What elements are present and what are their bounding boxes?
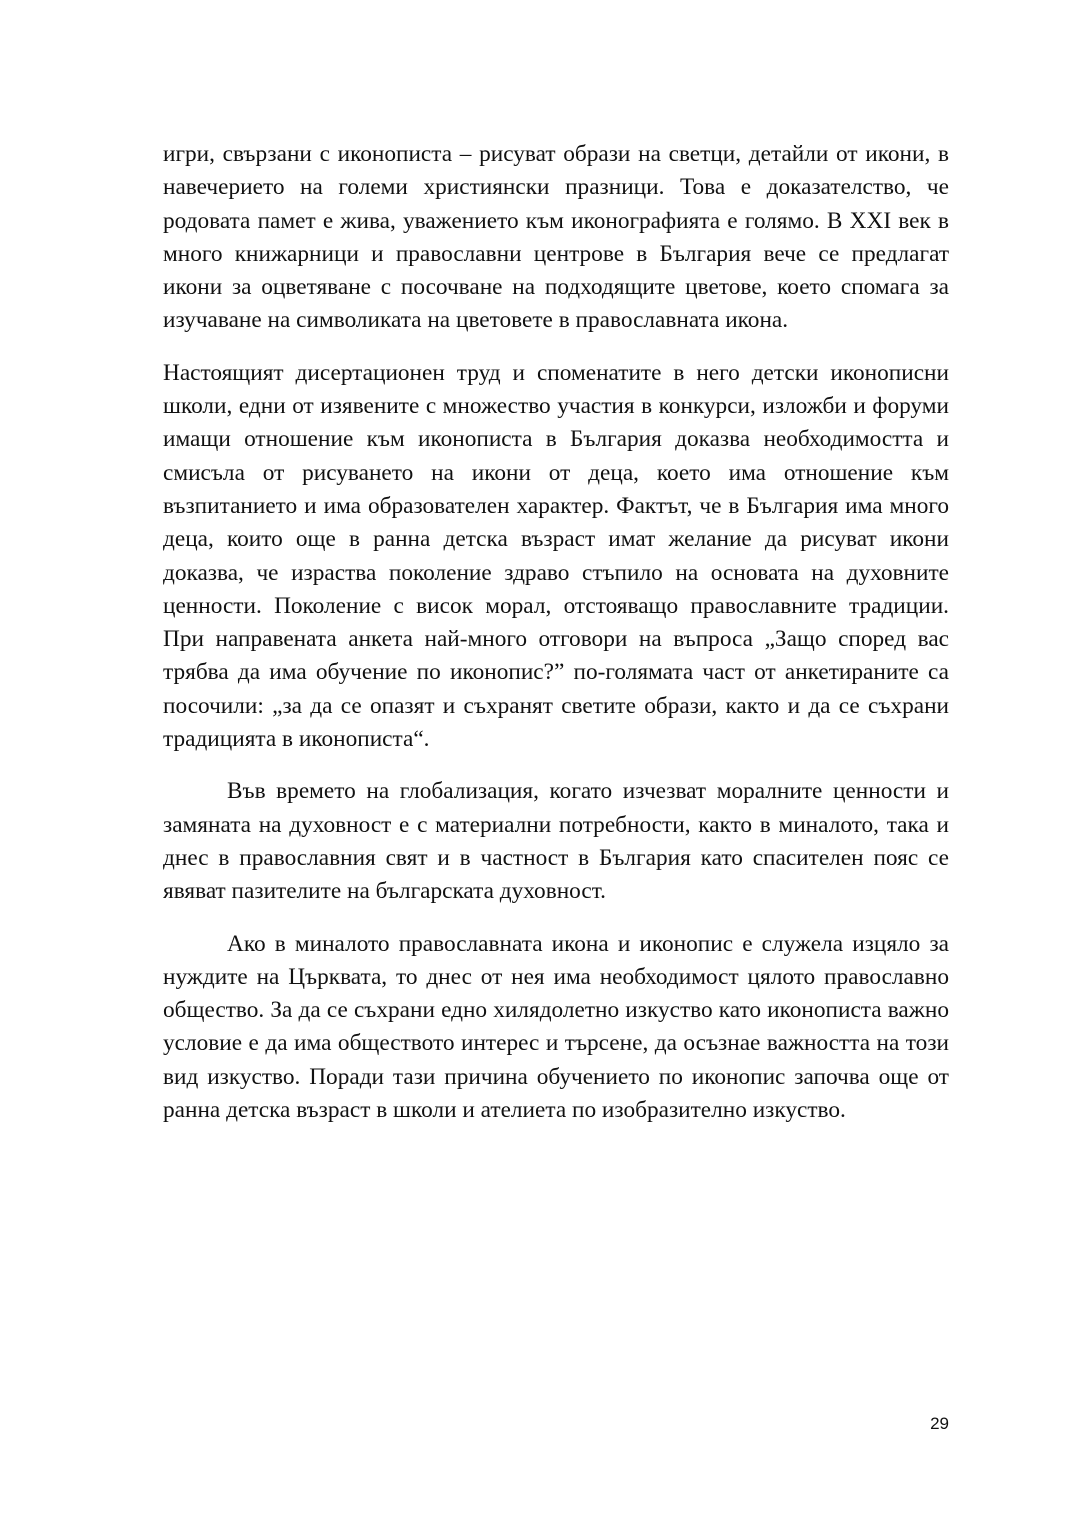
paragraph-4: Ако в миналото православната икона и иконопис е служела изцяло за нуждите на Църквата, то днес от нея има необходимост цялото православно общество. За да се съхрани едно хилядолетно изкуство като иконописта важно условие е да има обществото интерес и търсене, да осъзнае важността на този вид изкуство. Поради тази причина обучението по иконопис започва още от ранна детска възраст в школи и ателиета по изобразително изкуство. [163, 930, 949, 1124]
paragraph-2: Настоящият дисертационен труд и споменатите в него детски иконописни школи, едни от изявените с множество участия в конкурси, изложби и форуми имащи отношение към иконописта в България доказва необходимостта и смисъла от рисуването на икони от деца, което има отношение към възпитанието и има образователен характер. Фактът, че в България има много деца, които още в ранна детска възраст имат желание да рисуват икони доказва, че израства поколение здраво стъпило на основата на духовните ценности. Поколение с висок морал, отстояващо православните традиции. При направената анкета най-много отговори на въпроса „Защо според вас трябва да има обучение по иконопис?” по-голямата част от анкетираните са посочили: „за да се опазят и съхранят светите образи, както и да се съхрани традицията в иконописта“. [163, 359, 949, 753]
paragraph-1: игри, свързани с иконописта – рисуват образи на светци, детайли от икони, в навечерието на големи християнски празници. Това е доказателство, че родовата памет е жива, уважението към иконографията е голямо. В XXI век в много книжарници и православни центрове в България вече се предлагат икони за оцветяване с посочване на подходящите цветове, което спомага за изучаване на символиката на цветовете в православната икона. [163, 141, 949, 334]
paragraph-3: Във времето на глобализация, когато изчезват моралните ценности и замяната на духовност е с материални потребности, както в миналото, така и днес в православния свят и в частност в България като спасителен пояс се явяват пазителите на българската духовност. [163, 778, 949, 905]
page-body [163, 138, 949, 1127]
page-number: 29 [930, 1414, 949, 1433]
